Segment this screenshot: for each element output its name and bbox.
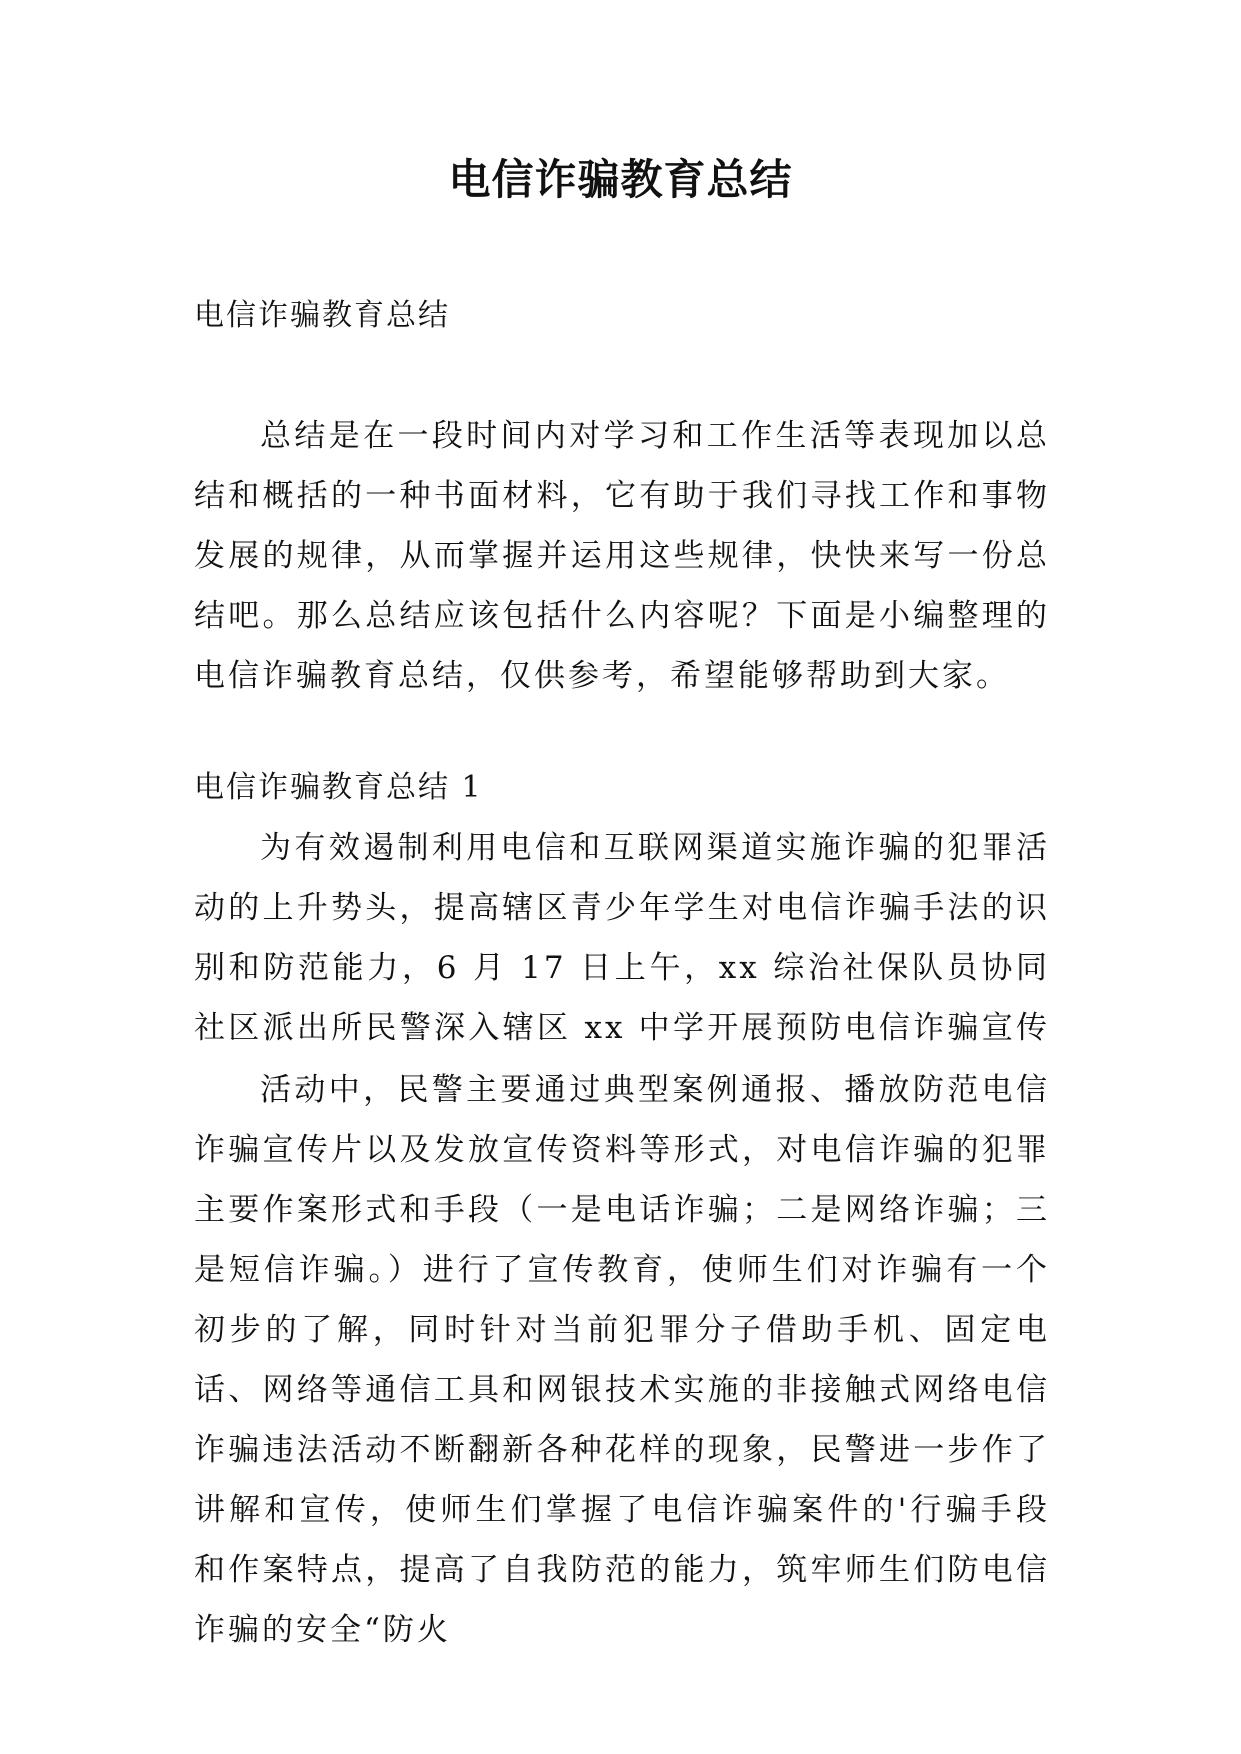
section-heading: 电信诈骗教育总结 1 xyxy=(194,770,483,805)
body-paragraph: 为有效遏制利用电信和互联网渠道实施诈骗的犯罪活动的上升势头，提高辖区青少年学生对电信诈骗手法的识别和防范能力，6 月 17 日上午，xx 综治社保队员协同社区派出所民警深入辖区 xx 中学开展预防电信诈骗宣传 xyxy=(194,830,1050,1046)
document-title: 电信诈骗教育总结 xyxy=(448,155,793,204)
intro-paragraph: 总结是在一段时间内对学习和工作生活等表现加以总结和概括的一种书面材料，它有助于我们寻找工作和事物发展的规律，从而掌握并运用这些规律，快快来写一份总结吧。那么总结应该包括什么内容呢？下面是小编整理的电信诈骗教育总结，仅供参考，希望能够帮助到大家。 xyxy=(194,418,1050,694)
body-paragraph: 活动中，民警主要通过典型案例通报、播放防范电信诈骗宣传片以及发放宣传资料等形式，对电信诈骗的犯罪主要作案形式和手段（一是电话诈骗；二是网络诈骗；三是短信诈骗。）进行了宣传教育，使师生们对诈骗有一个初步的了解，同时针对当前犯罪分子借助手机、固定电话、网络等通信工具和网银技术实施的非接触式网络电信诈骗违法活动不断翻新各种花样的现象，民警进一步作了讲解和宣传，使师生们掌握了电信诈骗案件的'行骗手段和作案特点，提高了自我防范的能力，筑牢师生们防电信诈骗的安全“防火 xyxy=(194,1072,1050,1648)
document-subtitle: 电信诈骗教育总结 xyxy=(194,298,450,333)
